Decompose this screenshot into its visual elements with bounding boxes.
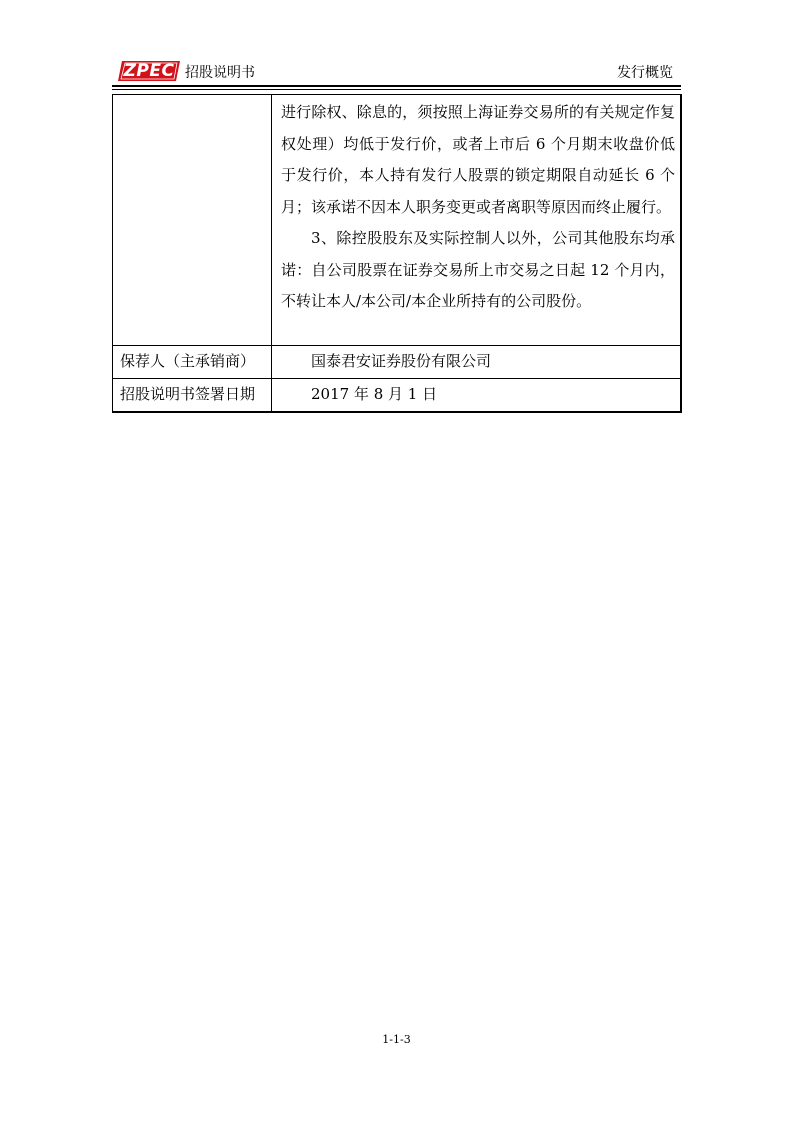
signing-date-label: 招股说明书签署日期 [120, 385, 256, 403]
section-title: 发行概览 [617, 65, 673, 81]
signing-date-value: 2017 年 8 月 1 日 [311, 385, 438, 403]
sponsor-value: 国泰君安证券股份有限公司 [311, 352, 492, 370]
header-rule-thick [112, 85, 681, 87]
document-title: 招股说明书 [185, 65, 255, 81]
header-rule-thin [112, 89, 681, 90]
page-number: 1-1-3 [382, 1033, 411, 1046]
commitment-text-cell [281, 97, 675, 318]
logo-text: ZPEC [123, 61, 175, 81]
row-divider [113, 378, 680, 379]
sponsor-label: 保荐人（主承销商） [120, 352, 256, 370]
column-divider [271, 95, 272, 411]
commitment-paragraph-other-shareholders: 3、除控股股东及实际控制人以外，公司其他股东均承诺：自公司股票在证券交易所上市交易之日起 12 个月内，不转让本人/本公司/本企业所持有的公司股份。 [281, 229, 675, 310]
row-divider [113, 345, 680, 346]
overview-table [112, 94, 682, 413]
commitment-paragraph-continued: 进行除权、除息的，须按照上海证券交易所的有关规定作复权处理）均低于发行价，或者上市后 6 个月期末收盘价低于发行价，本人持有发行人股票的锁定期限自动延长 6 个月；该承诺不因本人职务变更或者离职等原因而终止履行。 [281, 103, 675, 216]
page-header [112, 58, 681, 84]
